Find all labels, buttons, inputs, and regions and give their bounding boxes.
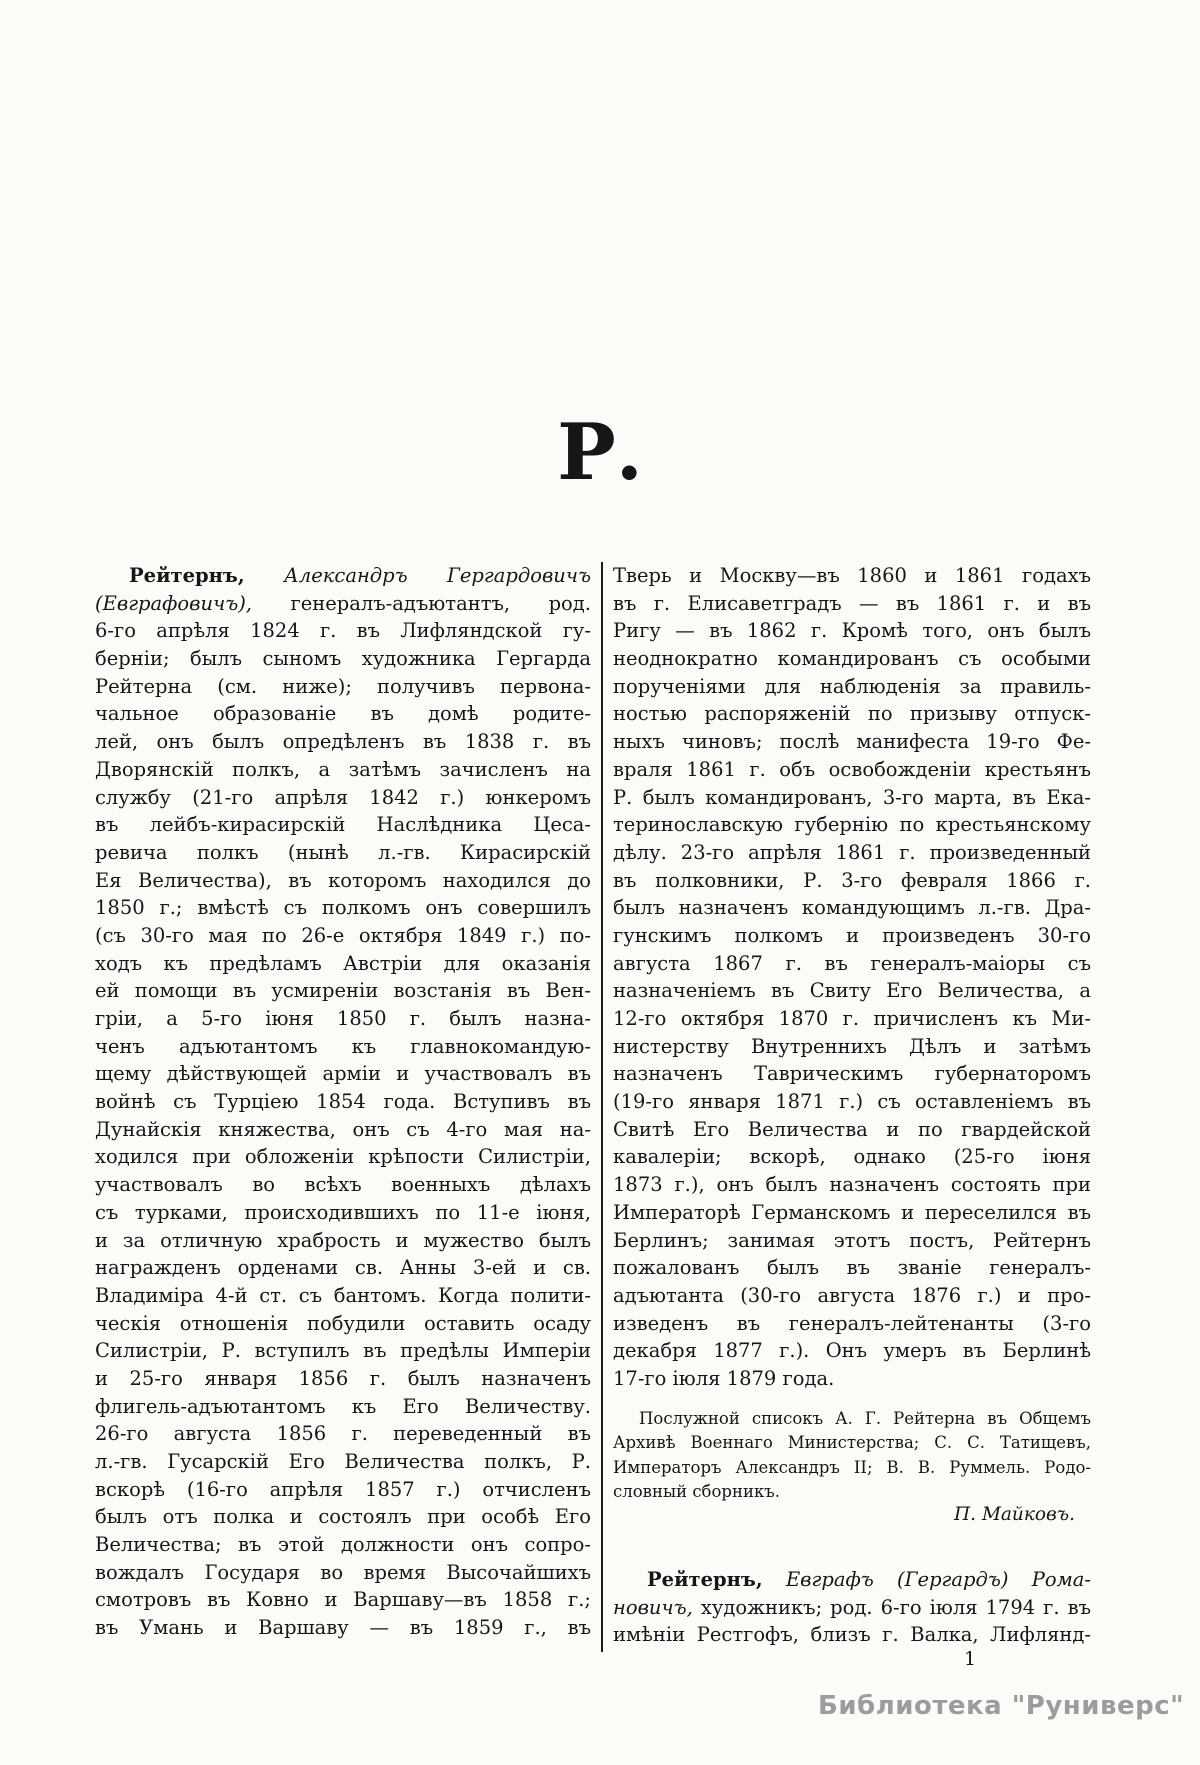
text-segment: Р. былъ командированъ, 3-го марта, въ Ека- — [613, 785, 1091, 809]
text-segment: чальное образованіе въ домѣ родите- — [95, 702, 591, 726]
text-segment: дѣлу. 23-го апрѣля 1861 г. произведенный — [613, 840, 1091, 864]
text-segment: Послужной списокъ А. Г. Рейтерна въ Общемъ — [639, 1409, 1091, 1428]
text-segment: (съ 30-го мая по 26-е октября 1849 г.) по- — [95, 923, 591, 947]
text-line — [613, 977, 1091, 1005]
text-segment: вскорѣ (16-го апрѣля 1857 г.) отчисленъ — [95, 1477, 591, 1501]
left-column — [95, 562, 591, 1642]
text-line — [613, 784, 1091, 812]
text-segment: въ полковники, Р. 3-го февраля 1866 г. — [613, 868, 1091, 892]
text-segment: ныхъ чиновъ; послѣ манифеста 19-го Фе- — [613, 730, 1091, 754]
text-segment: Императорѣ Германскомъ и переселился въ — [613, 1200, 1091, 1224]
text-line — [95, 1227, 591, 1255]
text-segment: Владиміра 4-й ст. съ бантомъ. Когда полити- — [95, 1283, 591, 1307]
text-segment: берніи; былъ сыномъ художника Гергарда — [95, 647, 591, 671]
text-segment: Рейтерна (см. ниже); получивъ первона- — [95, 674, 591, 698]
text-segment: (19-го января 1871 г.) съ оставленіемъ въ — [613, 1090, 1091, 1114]
text-line — [613, 617, 1091, 645]
text-segment: пожалованъ былъ въ званіе генералъ- — [613, 1256, 1091, 1280]
text-line — [613, 645, 1091, 673]
right-column — [613, 562, 1091, 1393]
text-line — [95, 1310, 591, 1338]
text-line — [613, 1337, 1091, 1365]
text-line — [95, 1365, 591, 1393]
text-line — [613, 700, 1091, 728]
text-segment: Дворянскій полкъ, а затѣмъ зачисленъ на — [95, 757, 591, 781]
text-segment: войнѣ съ Турціею 1854 года. Вступивъ въ — [95, 1090, 591, 1114]
text-segment: ченъ адъютантомъ къ главнокомандую- — [95, 1034, 591, 1058]
text-line — [95, 867, 591, 895]
text-line — [95, 1143, 591, 1171]
text-segment: Евграфъ (Гергардъ) Рома- — [762, 1568, 1091, 1591]
author-signature: П. Майковъ. — [954, 1504, 1075, 1525]
text-line — [95, 1060, 591, 1088]
text-segment: ревича полкъ (нынѣ л.-гв. Кирасирскій — [95, 840, 591, 864]
text-segment: и 25-го января 1856 г. былъ назначенъ — [95, 1366, 591, 1390]
text-segment: 1873 г.), онъ былъ назначенъ состоять при — [613, 1173, 1091, 1197]
text-line — [613, 1365, 1091, 1393]
text-line — [95, 1254, 591, 1282]
text-line — [95, 562, 591, 590]
text-segment: ей помощи въ усмиреніи возстанія въ Вен- — [95, 979, 591, 1003]
text-line — [95, 728, 591, 756]
bibliography — [613, 1407, 1091, 1504]
text-line — [613, 756, 1091, 784]
text-line — [613, 562, 1091, 590]
text-segment: награжденъ орденами св. Анны 3-ей и св. — [95, 1256, 591, 1280]
text-segment: ходился при обложеніи крѣпости Силистріи, — [95, 1145, 591, 1169]
text-line — [95, 839, 591, 867]
page-number: 1 — [963, 1648, 977, 1670]
text-segment: 17-го іюля 1879 года. — [613, 1366, 835, 1390]
text-segment: ходъ къ предѣламъ Австріи для оказанія — [95, 951, 591, 975]
text-line — [613, 1116, 1091, 1144]
text-segment: участвовалъ во всѣхъ военныхъ дѣлахъ — [95, 1173, 591, 1197]
text-line — [613, 1282, 1091, 1310]
text-line — [613, 1566, 1091, 1594]
text-segment: новичъ, — [613, 1595, 693, 1619]
text-segment: Ея Величества), въ которомъ находился до — [95, 868, 591, 892]
text-segment: враля 1861 г. объ освобожденіи крестьянъ — [613, 757, 1091, 781]
text-segment: Берлинъ; занимая этотъ постъ, Рейтернъ — [613, 1228, 1091, 1252]
text-segment: въ г. Елисаветградъ — въ 1861 г. и въ — [613, 591, 1091, 615]
text-line — [95, 645, 591, 673]
text-line — [613, 1456, 1091, 1480]
text-line — [95, 1476, 591, 1504]
text-line — [613, 1431, 1091, 1455]
text-segment: теринославскую губернію по крестьянскому — [613, 813, 1091, 837]
text-segment: ностью распоряженій по призыву отпуск- — [613, 702, 1091, 726]
text-segment: Силистріи, Р. вступилъ въ предѣлы Имперіи — [95, 1339, 591, 1363]
text-segment: Тверь и Москву—въ 1860 и 1861 годахъ — [613, 564, 1091, 587]
text-line — [95, 1005, 591, 1033]
section-letter: Р. — [557, 407, 643, 498]
text-segment: гунскимъ полкомъ и произведенъ 30-го — [613, 923, 1091, 947]
text-segment: августа 1867 г. въ генералъ-маіоры съ — [613, 951, 1091, 975]
text-line — [95, 1199, 591, 1227]
text-segment: Рейтернъ, — [647, 1568, 763, 1591]
text-line — [95, 590, 591, 618]
text-line — [613, 1310, 1091, 1338]
text-line — [95, 811, 591, 839]
text-line — [613, 1480, 1091, 1504]
text-segment: 12-го октября 1870 г. причисленъ къ Ми- — [613, 1007, 1091, 1030]
text-segment: съ турками, происходившихъ по 11-е іюня, — [95, 1200, 591, 1224]
column-divider — [601, 562, 603, 1652]
text-line — [613, 867, 1091, 895]
text-segment: Величества; въ этой должности онъ сопро- — [95, 1533, 591, 1557]
text-line — [95, 673, 591, 701]
text-line — [95, 977, 591, 1005]
text-segment: л.-гв. Гусарскій Его Величества полкъ, Р. — [95, 1450, 591, 1473]
text-segment: адъютанта (30-го августа 1876 г.) и про- — [613, 1283, 1091, 1307]
text-line — [613, 1227, 1091, 1255]
text-segment: Дунайскія княжества, онъ съ 4-го мая на- — [95, 1117, 591, 1141]
text-segment: былъ отъ полка и состоялъ при особѣ Его — [95, 1505, 591, 1529]
text-segment: Ригу — въ 1862 г. Кромѣ того, онъ былъ — [613, 619, 1091, 643]
text-line — [613, 1621, 1091, 1649]
text-segment: неоднократно командированъ съ особыми — [613, 647, 1091, 671]
text-segment: смотровъ въ Ковно и Варшаву—въ 1858 г.; — [95, 1588, 591, 1612]
text-segment: порученіями для наблюденія за правиль- — [613, 674, 1091, 698]
text-segment: вождалъ Государя во время Высочайшихъ — [95, 1560, 591, 1584]
watermark: Библиотека "Руниверс" — [818, 1691, 1185, 1721]
text-segment: флигель-адъютантомъ къ Его Величеству. — [95, 1394, 591, 1418]
text-line — [95, 922, 591, 950]
text-line — [613, 839, 1091, 867]
text-line — [95, 700, 591, 728]
text-segment: назначеніемъ въ Свиту Его Величества, а — [613, 979, 1091, 1003]
text-line — [95, 1559, 591, 1587]
text-line — [95, 950, 591, 978]
text-line — [613, 1171, 1091, 1199]
text-segment: Архивѣ Военнаго Министерства; С. С. Татищевъ, — [613, 1433, 1091, 1453]
text-segment: кавалеріи; вскорѣ, однако (25-го іюня — [613, 1145, 1091, 1169]
text-line — [95, 784, 591, 812]
text-segment: словный сборникъ. — [613, 1481, 781, 1501]
text-segment: декабря 1877 г.). Онъ умеръ въ Берлинѣ — [613, 1339, 1091, 1363]
text-line — [95, 1531, 591, 1559]
text-line — [613, 1033, 1091, 1061]
text-line — [95, 617, 591, 645]
text-segment: (Евграфовичъ), — [95, 591, 252, 615]
text-segment: Императоръ Александръ II; В. В. Руммель. Родо- — [613, 1457, 1091, 1477]
text-line — [95, 1503, 591, 1531]
text-segment: нистерству Внутреннихъ Дѣлъ и затѣмъ — [613, 1034, 1091, 1058]
text-line — [613, 922, 1091, 950]
text-line — [613, 1594, 1091, 1622]
text-segment: былъ назначенъ командующимъ л.-гв. Дра- — [613, 896, 1091, 920]
text-segment: Свитѣ Его Величества и по гвардейской — [613, 1117, 1091, 1141]
text-segment: въ Умань и Варшаву — въ 1859 г., въ — [95, 1616, 591, 1640]
text-segment: щему дѣйствующей арміи и участвовалъ въ — [95, 1062, 591, 1086]
text-line — [613, 1005, 1091, 1033]
text-line — [95, 1033, 591, 1061]
text-line — [95, 1393, 591, 1421]
text-segment: назначенъ Таврическимъ губернаторомъ — [613, 1062, 1091, 1086]
text-line — [95, 1337, 591, 1365]
text-segment: 26-го августа 1856 г. переведенный въ — [95, 1422, 591, 1446]
text-line — [613, 590, 1091, 618]
text-line — [613, 1060, 1091, 1088]
text-segment: и за отличную храбрость и мужество былъ — [95, 1228, 591, 1252]
text-segment: гріи, а 5-го іюня 1850 г. былъ назна- — [95, 1007, 591, 1030]
text-segment: въ лейбъ-кирасирскій Наслѣдника Цеса- — [95, 813, 591, 837]
text-line — [613, 1088, 1091, 1116]
text-line — [613, 728, 1091, 756]
text-line — [95, 1171, 591, 1199]
text-segment: имѣніи Рестгофъ, близъ г. Валка, Лифлянд- — [613, 1623, 1091, 1647]
text-segment: ческія отношенія побудили оставить осаду — [95, 1311, 591, 1335]
text-line — [95, 1614, 591, 1642]
text-line — [95, 1282, 591, 1310]
next-entry — [613, 1566, 1091, 1649]
text-segment: 6-го апрѣля 1824 г. въ Лифляндской гу- — [95, 619, 591, 643]
text-line — [613, 811, 1091, 839]
text-line — [95, 1448, 591, 1476]
text-segment: Александръ Гергардовичъ — [244, 564, 591, 587]
text-line — [95, 1116, 591, 1144]
text-line — [613, 673, 1091, 701]
text-line — [613, 1254, 1091, 1282]
text-line — [613, 950, 1091, 978]
text-line — [613, 1199, 1091, 1227]
text-line — [613, 894, 1091, 922]
text-segment: генералъ-адъютантъ, род. — [252, 591, 591, 615]
text-line — [95, 894, 591, 922]
text-segment: 1850 г.; вмѣстѣ съ полкомъ онъ совершилъ — [95, 896, 591, 920]
text-segment: художникъ; род. 6-го іюля 1794 г. въ — [692, 1595, 1091, 1619]
text-line — [95, 1420, 591, 1448]
text-segment: Рейтернъ, — [129, 564, 245, 587]
text-segment: лей, онъ былъ опредѣленъ въ 1838 г. въ — [95, 730, 591, 754]
text-line — [613, 1407, 1091, 1431]
text-segment: службу (21-го апрѣля 1842 г.) юнкеромъ — [95, 785, 591, 809]
text-segment: изведенъ въ генералъ-лейтенанты (3-го — [613, 1311, 1091, 1335]
text-line — [613, 1143, 1091, 1171]
text-line — [95, 1088, 591, 1116]
text-line — [95, 756, 591, 784]
text-line — [95, 1586, 591, 1614]
